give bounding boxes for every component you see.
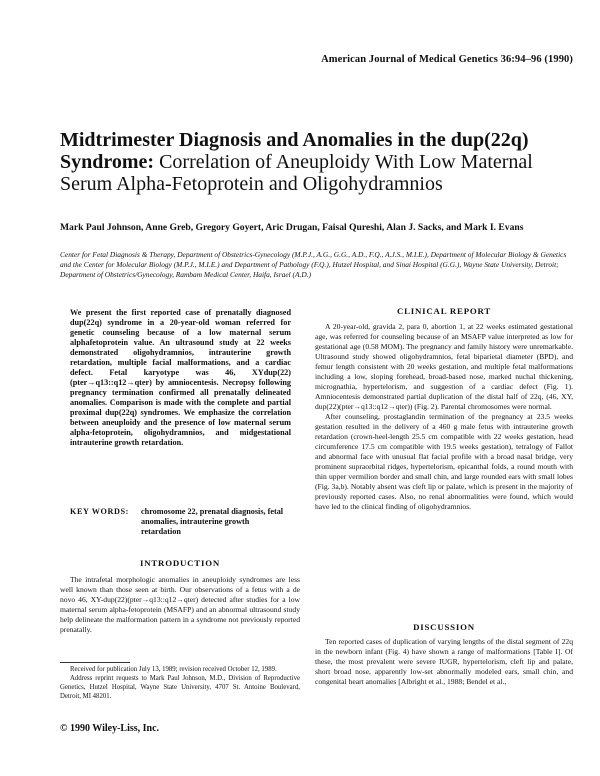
keywords-label: KEY WORDS: (70, 507, 129, 516)
clinical-report-text (315, 322, 573, 512)
received-note: Received for publication July 13, 1989; revision received October 12, 1989. (70, 666, 277, 673)
introduction-paragraph: The intrafetal morphologic anomalies in aneuploidy syndromes are less well known than those seen at birth. Our observations of a fetus with a de novo 46, XY-dup(22)(pter→q13::q12→qter) detected after studies for a low maternal serum alpha-fetoprotein (MSAFP) and an abnormal ultrasound study help delineate the malformation pattern in a syndrome not previously reported prenatally. (60, 575, 300, 634)
title-regular: Correlation of Aneuploidy With Low Maternal Serum Alpha-Fetoprotein and Oligohydramnios (60, 151, 533, 195)
reprint-note: Address reprint requests to Mark Paul Johnson, M.D., Division of Reproductive Genetics, Hutzel Hospital, Wayne State University, 4707 St. Antoine Boulevard, Detroit, MI 48201. (60, 675, 300, 700)
author-list: Mark Paul Johnson, Anne Greb, Gregory Goyert, Aric Drugan, Faisal Qureshi, Alan J. Sacks, and Mark I. Evans (60, 222, 524, 233)
clinical-report-heading: CLINICAL REPORT (396, 306, 492, 316)
keywords: chromosome 22, prenatal diagnosis, fetal anomalies, intrauterine growth retardation (141, 507, 284, 536)
abstract: We present the first reported case of prenatally diagnosed dup(22q) syndrome in a 20-year-old woman referred for genetic counseling because of a low maternal serum alphafetoprotein value. An ultrasound study at 22 weeks demonstrated oligohydramnios, intrauterine growth retardation, multiple facial malformations, and a cardiac defect. Fetal karyotype was 46, XYdup(22)(pter→q13::q12→qter) by amniocentesis. Necropsy following pregnancy termination confirmed all prenatally delineated anomalies. Comparison is made with the complete and partial proximal dup(22q) syndromes. We emphasize the correlation between aneuploidy and the presence of low maternal serum alpha-fetoprotein, oligohydramnios, and midgestational intrauterine growth retardation. (70, 308, 291, 447)
copyright: © 1990 Wiley-Liss, Inc. (60, 723, 160, 734)
discussion-paragraph-1: Ten reported cases of duplication of varying lengths of the distal segment of 22q in the newborn infant (Fig. 4) have shown a range of malformations [Table I]. Of these, the most prevalent were severe IUGR, hypertelorism, cleft lip and palate, short broad nose, apparently low-set abnormally modeled ears, small chin, and congenital heart anomalies [Albright et al., 1988; Bendel et al., (315, 637, 573, 686)
footnote-divider (60, 662, 130, 663)
clinical-report-paragraph-2: After counseling, prostaglandin termination of the pregnancy at 23.5 weeks gestation resulted in the delivery of a 460 g male fetus with intrauterine growth retardation (crown-heel-length 25.5 cm compatible with 22 weeks gestation, head circumference 17.5 cm compatible with 19.5 weeks gestation), tetralogy of Fallot and abnormal face with unusual flat facial profile with a broad nasal bridge, very prominent supraorbital ridges, hypertelorism, epicanthal folds, a round mouth with thin upper vermilion border and small chin, and large rounded ears with small lobes (Fig. 3a,b). Notably absent was cleft lip or palate, which is present in the majority of previously reported cases. Also, no renal abnormalities were found, which would have led to the clinical finding of oligohydramnios. (315, 412, 573, 511)
discussion-heading: DISCUSSION (413, 622, 475, 632)
introduction-heading: INTRODUCTION (140, 558, 220, 568)
journal-header: American Journal of Medical Genetics 36:94–96 (1990) (321, 54, 573, 65)
affiliations: Center for Fetal Diagnosis & Therapy, Department of Obstetrics-Gynecology (M.P.J., A.G., G.G., A.D., F.Q., A.J.S., M.I.E.), Department of Molecular Biology & Genetics and the Center for Molecular Biology (M.P.J., M.I.E.) and Department of Pathology (F.Q.), Hutzel Hospital, and Sinai Hospital (G.G.), Wayne State University, Detroit; Department of Obstetrics/Gynecology, Rambam Medical Center, Haifa, Israel (A.D.) (60, 250, 567, 279)
introduction-text (60, 575, 300, 635)
footnotes (60, 665, 300, 701)
title-bold: Midtrimester Diagnosis and Anomalies in the dup(22q) Syndrome: (60, 129, 529, 173)
discussion-text (315, 637, 573, 687)
article-title (60, 129, 560, 195)
clinical-report-paragraph-1: A 20-year-old, gravida 2, para 0, abortion 1, at 22 weeks estimated gestational age, was referred for counseling because of an MSAFP value interpreted as low for gestational age (0.58 MOM). The pregnancy and family history were unremarkable. Ultrasound study showed oligohydramnios, fetal biparietal diameter (BPD), and femur length consistent with 20 weeks gestation, and multiple fetal malformations including a low, sloping forehead, broad-based nose, marked nuchal thickening, micrognathia, hypertelorism, and suggestion of a cardiac defect (Fig. 1). Amniocentesis demonstrated partial duplication of the distal half of 22q, (46, XY, dup(22)(pter→q13::q12→qter)) (Fig. 2). Parental chromosomes were normal. (315, 322, 573, 411)
